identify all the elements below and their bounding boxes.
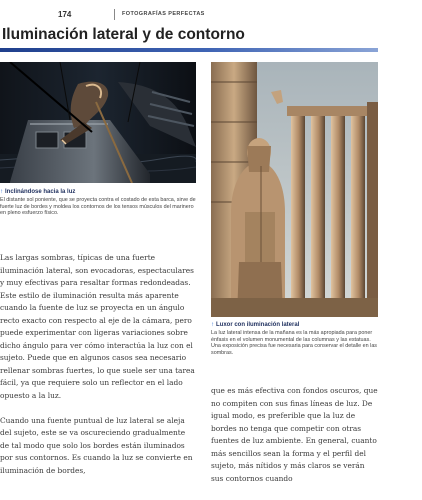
page-title: Iluminación lateral y de contorno (2, 26, 245, 43)
body-column-right (211, 385, 378, 498)
arrow-up-icon: ↑ (211, 322, 214, 328)
temple-caption-text: La luz lateral intensa de la mañana es la más apropiada para poner énfasis en el volumen monumental de las columnas y las estatuas. Una exposición precisa fue necesaria para conservar el detalle en las sombras. (211, 329, 378, 357)
title-rule (0, 48, 378, 52)
body-paragraph: Cuando una fuente puntual de luz lateral se aleja del sujeto, este se va oscureciendo gradualmente de tal modo que solo los bordes están iluminados por sus contornos. Es cuando la luz se convierte en iluminación de bordes, (0, 415, 193, 475)
body-paragraph: que es más efectiva con fondos oscuros, que no compiten con sus finas líneas de luz. De igual modo, es preferible que la luz de bordes no tenga que competir con otras fuentes de luz ambiente. En general, cuanto más sencillos sean la forma y el perfil del sujeto, más nítidos y más claros se verán sus contornos cuando (211, 386, 378, 483)
temple-caption (211, 322, 378, 357)
section-name: FOTOGRAFÍAS PERFECTAS (122, 11, 205, 17)
boat-caption (0, 189, 196, 217)
body-paragraph: Las largas sombras, típicas de una fuerte iluminación lateral, son evocadoras, espectaculares y muy efectivas para resaltar formas redondeadas. Este estilo de iluminación resulta más aparente cuando la fuente de luz se proyecta en un ángulo recto exacto con respecto al eje de la cámara, pero puede experimentar con ligeras variaciones sobre dicho ángulo para ver cómo interactúa la luz con el sujeto. Puede que en algunos casos sea necesario rellenar sombras fuertes, lo que suele ser una tarea fácil, ya que requiere solo un reflector en el lado opuesto a la luz. (0, 253, 195, 400)
temple-caption-title: ↑ Luxor con iluminación lateral (211, 322, 300, 328)
boat-photo (0, 62, 196, 183)
boat-caption-text: El distante sol poniente, que se proyecta contra el costado de esta barca, sirve de fuerte luz de bordes y moldea los contornos de los tensos músculos del marinero en pleno esfuerzo físico. (0, 196, 196, 217)
header-divider (114, 9, 115, 20)
arrow-up-icon: ↑ (0, 189, 3, 195)
luxor-temple-photo (211, 62, 378, 317)
boat-caption-title: ↑ Inclinándose hacia la luz (0, 189, 76, 195)
running-head (0, 0, 422, 26)
body-column-left (0, 252, 196, 490)
page-number: 174 (58, 10, 72, 19)
